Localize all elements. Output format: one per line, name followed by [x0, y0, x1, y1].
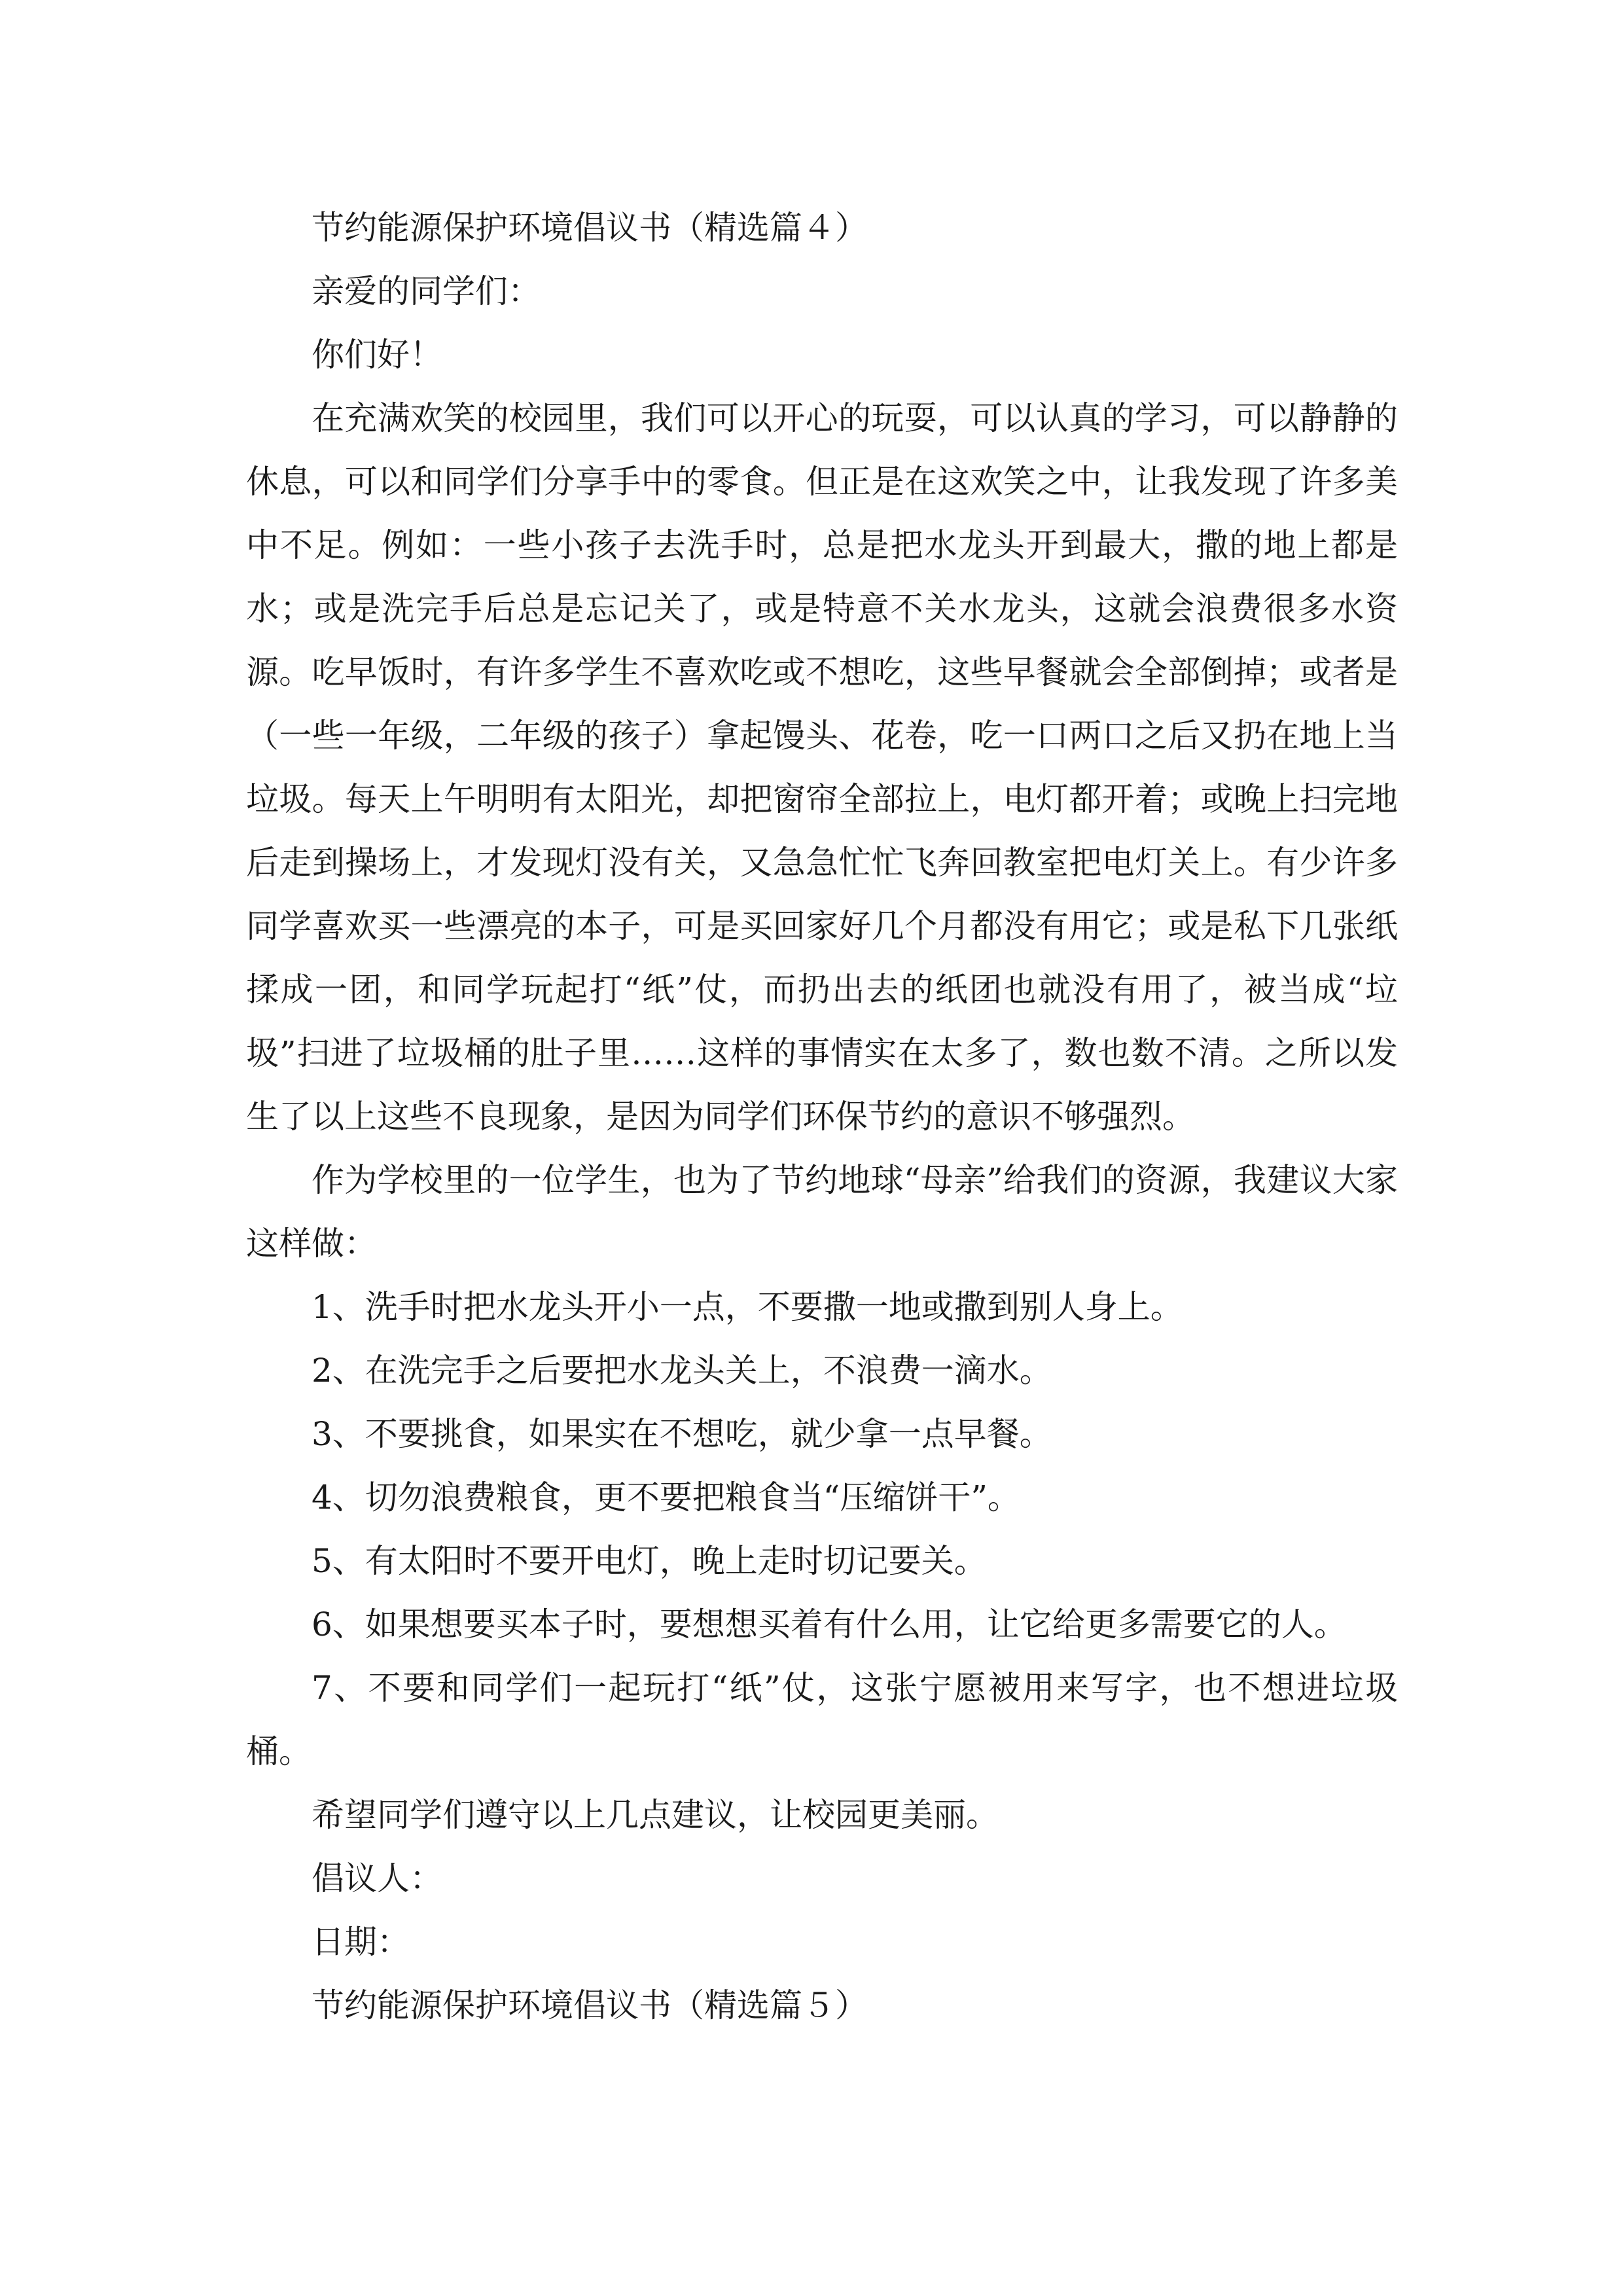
suggestion-item-4: 4、切勿浪费粮食，更不要把粮食当“压缩饼干”。	[312, 1479, 1020, 1516]
suggestion-item-6: 6、如果想要买本子时，要想想买着有什么用，让它给更多需要它的人。	[312, 1605, 1347, 1643]
suggestion-item-2: 2、在洗完手之后要把水龙头关上，不浪费一滴水。	[312, 1352, 1052, 1390]
section-heading-4: 节约能源保护环境倡议书（精选篇４）	[312, 209, 868, 247]
body-paragraph-1: 在充满欢笑的校园里，我们可以开心的玩耍，可以认真的学习，可以静静的休息，可以和同学们分享手中的零食。但正是在这欢笑之中，让我发现了许多美中不足。例如：一些小孩子去洗手时，总是把水龙头开到最大，撒的地上都是水；或是洗完手后总是忘记关了，或是特意不关水龙头，这就会浪费很多水资源。吃早饭时，有许多学生不喜欢吃或不想吃，这些早餐就会全部倒掉；或者是（一些一年级，二年级的孩子）拿起馒头、花卷，吃一口两口之后又扔在地上当垃圾。每天上午明明有太阳光，却把窗帘全部拉上，电灯都开着；或晚上扫完地后走到操场上，才发现灯没有关，又急急忙忙飞奔回教室把电灯关上。有少许多同学喜欢买一些漂亮的本子，可是买回家好几个月都没有用它；或是私下几张纸揉成一团，和同学玩起打“纸”仗，而扔出去的纸团也就没有用了，被当成“垃圾”扫进了垃圾桶的肚子里……这样的事情实在太多了，数也数不清。之所以发生了以上这些不良现象，是因为同学们环保节约的意识不够强烈。	[246, 399, 1398, 1136]
section-heading-5: 节约能源保护环境倡议书（精选篇５）	[312, 1986, 868, 2024]
document-page	[246, 196, 1398, 2037]
suggestion-item-5: 5、有太阳时不要开电灯，晚上走时切记要关。	[312, 1542, 987, 1580]
suggestion-item-3: 3、不要挑食，如果实在不想吃，就少拿一点早餐。	[312, 1415, 1052, 1453]
suggestion-item-1: 1、洗手时把水龙头开小一点，不要撒一地或撒到别人身上。	[312, 1288, 1183, 1326]
date-label: 日期：	[312, 1923, 410, 1961]
suggestion-item-7: 7、不要和同学们一起玩打“纸”仗，这张宁愿被用来写字，也不想进垃圾桶。	[246, 1669, 1398, 1770]
body-paragraph-2: 作为学校里的一位学生，也为了节约地球“母亲”给我们的资源，我建议大家这样做：	[246, 1161, 1398, 1263]
salutation: 亲爱的同学们：	[312, 272, 541, 310]
greeting: 你们好！	[312, 336, 442, 374]
proposer-label: 倡议人：	[312, 1859, 442, 1897]
closing-line: 希望同学们遵守以上几点建议，让校园更美丽。	[312, 1796, 999, 1834]
